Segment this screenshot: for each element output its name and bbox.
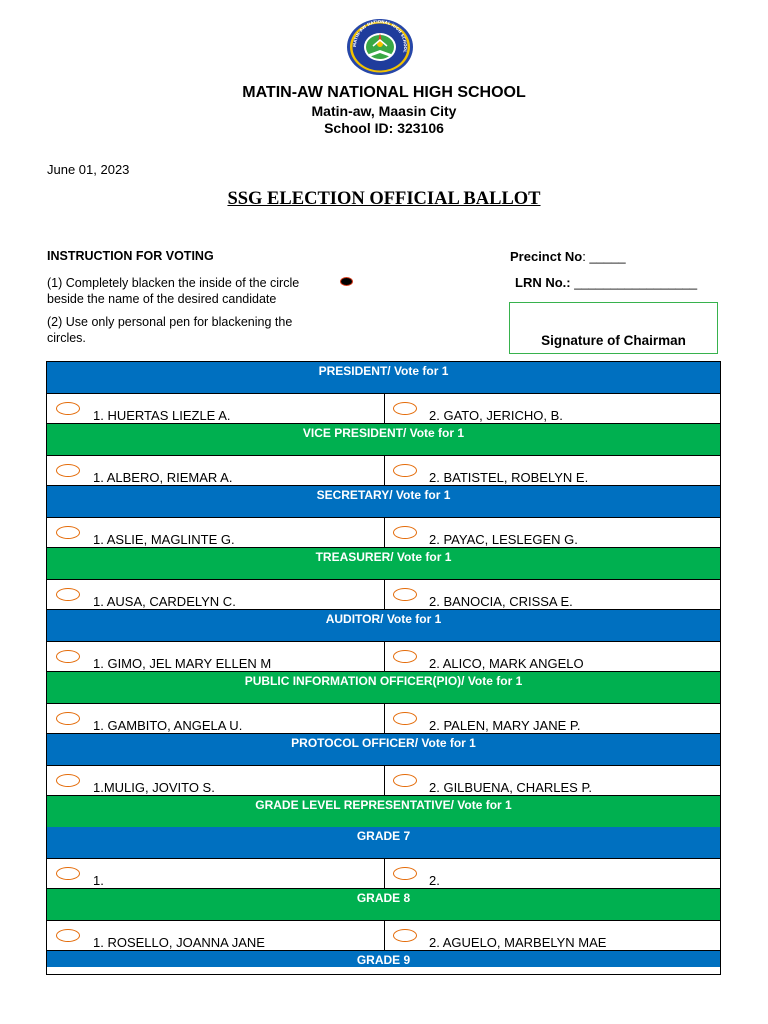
vote-circle-icon[interactable] <box>393 929 417 942</box>
lrn-label: LRN No.: <box>515 275 571 290</box>
candidate-option[interactable] <box>47 766 385 795</box>
candidate-row <box>47 920 720 951</box>
candidate-row <box>47 517 720 548</box>
candidate-option[interactable] <box>384 642 721 671</box>
ballot-table <box>46 361 721 975</box>
vote-circle-icon[interactable] <box>56 774 80 787</box>
logo-ring-text: MATIN-AW NATIONAL HIGH SCHOOL <box>351 18 409 54</box>
candidate-name: 2. <box>429 873 440 888</box>
lrn-blank: _________________ <box>570 275 698 290</box>
candidate-option[interactable] <box>47 518 385 547</box>
school-address: Matin-aw, Maasin City <box>311 103 457 119</box>
section-header: GRADE 8 <box>47 889 720 920</box>
vote-circle-icon[interactable] <box>393 650 417 663</box>
candidate-option[interactable] <box>47 642 385 671</box>
candidate-option[interactable] <box>47 704 385 733</box>
candidate-row <box>47 579 720 610</box>
precinct-field[interactable] <box>510 249 626 264</box>
candidate-row <box>47 765 720 796</box>
candidate-name: 2. BATISTEL, ROBELYN E. <box>429 470 589 485</box>
section-header: PUBLIC INFORMATION OFFICER(PIO)/ Vote for 1 <box>47 672 720 703</box>
candidate-option[interactable] <box>384 859 721 888</box>
instructions-heading: INSTRUCTION FOR VOTING <box>47 249 214 263</box>
vote-circle-icon[interactable] <box>56 526 80 539</box>
candidate-name: 1. GAMBITO, ANGELA U. <box>93 718 243 733</box>
candidate-option[interactable] <box>384 580 721 609</box>
candidate-row <box>47 641 720 672</box>
instruction-line: (2) Use only personal pen for blackening the <box>47 315 293 329</box>
signature-label: Signature of Chairman <box>541 333 686 348</box>
candidate-name: 1. ROSELLO, JOANNA JANE <box>93 935 265 950</box>
candidate-option[interactable] <box>47 456 385 485</box>
section-header: GRADE 9 <box>47 951 720 967</box>
candidate-name: 2. PAYAC, LESLEGEN G. <box>429 532 578 547</box>
candidate-option[interactable] <box>384 394 721 423</box>
vote-circle-icon[interactable] <box>393 867 417 880</box>
section-header: VICE PRESIDENT/ Vote for 1 <box>47 424 720 455</box>
candidate-name: 2. PALEN, MARY JANE P. <box>429 718 581 733</box>
ballot-date: June 01, 2023 <box>47 162 130 177</box>
section-header: SECRETARY/ Vote for 1 <box>47 486 720 517</box>
candidate-name: 1. HUERTAS LIEZLE A. <box>93 408 231 423</box>
candidate-option[interactable] <box>384 518 721 547</box>
vote-circle-icon[interactable] <box>393 526 417 539</box>
candidate-option[interactable] <box>384 456 721 485</box>
vote-circle-icon[interactable] <box>56 588 80 601</box>
section-header: AUDITOR/ Vote for 1 <box>47 610 720 641</box>
candidate-row <box>47 393 720 424</box>
section-header: PROTOCOL OFFICER/ Vote for 1 <box>47 734 720 765</box>
candidate-option[interactable] <box>47 921 385 950</box>
candidate-name: 1. <box>93 873 104 888</box>
vote-circle-icon[interactable] <box>393 464 417 477</box>
candidate-name: 2. AGUELO, MARBELYN MAE <box>429 935 607 950</box>
vote-circle-icon[interactable] <box>56 464 80 477</box>
candidate-name: 2. GILBUENA, CHARLES P. <box>429 780 593 795</box>
candidate-row <box>47 703 720 734</box>
school-seal-icon <box>345 18 415 76</box>
vote-circle-icon[interactable] <box>393 712 417 725</box>
candidate-option[interactable] <box>47 580 385 609</box>
candidate-name: 2. ALICO, MARK ANGELO <box>429 656 584 671</box>
candidate-name: 2. GATO, JERICHO, B. <box>429 408 563 423</box>
vote-circle-icon[interactable] <box>393 588 417 601</box>
filled-circle-icon <box>340 277 353 286</box>
candidate-name: 1. GIMO, JEL MARY ELLEN M <box>93 656 272 671</box>
precinct-label: Precinct No <box>510 249 583 264</box>
lrn-field[interactable] <box>515 275 697 290</box>
candidate-name: 1.MULIG, JOVITO S. <box>93 780 215 795</box>
section-header: GRADE 7 <box>47 827 720 858</box>
vote-circle-icon[interactable] <box>56 712 80 725</box>
section-header: GRADE LEVEL REPRESENTATIVE/ Vote for 1 <box>47 796 720 827</box>
instruction-line: circles. <box>47 331 86 345</box>
page-title: SSG ELECTION OFFICIAL BALLOT <box>227 189 541 209</box>
candidate-name: 1. ASLIE, MAGLINTE G. <box>93 532 235 547</box>
vote-circle-icon[interactable] <box>393 774 417 787</box>
school-id: School ID: 323106 <box>324 120 444 136</box>
precinct-blank: : _____ <box>582 249 626 264</box>
vote-circle-icon[interactable] <box>56 650 80 663</box>
instruction-line: (1) Completely blacken the inside of the circle <box>47 276 300 290</box>
candidate-name: 2. BANOCIA, CRISSA E. <box>429 594 573 609</box>
candidate-row <box>47 858 720 889</box>
candidate-option[interactable] <box>384 704 721 733</box>
candidate-option[interactable] <box>384 921 721 950</box>
candidate-name: 1. AUSA, CARDELYN C. <box>93 594 236 609</box>
vote-circle-icon[interactable] <box>56 867 80 880</box>
school-name: MATIN-AW NATIONAL HIGH SCHOOL <box>242 84 526 101</box>
section-header: PRESIDENT/ Vote for 1 <box>47 362 720 393</box>
vote-circle-icon[interactable] <box>56 402 80 415</box>
candidate-row <box>47 455 720 486</box>
candidate-name: 1. ALBERO, RIEMAR A. <box>93 470 233 485</box>
section-header: TREASURER/ Vote for 1 <box>47 548 720 579</box>
candidate-option[interactable] <box>47 859 385 888</box>
candidate-option[interactable] <box>384 766 721 795</box>
vote-circle-icon[interactable] <box>393 402 417 415</box>
vote-circle-icon[interactable] <box>56 929 80 942</box>
candidate-option[interactable] <box>47 394 385 423</box>
instruction-line: beside the name of the desired candidate <box>47 292 277 306</box>
